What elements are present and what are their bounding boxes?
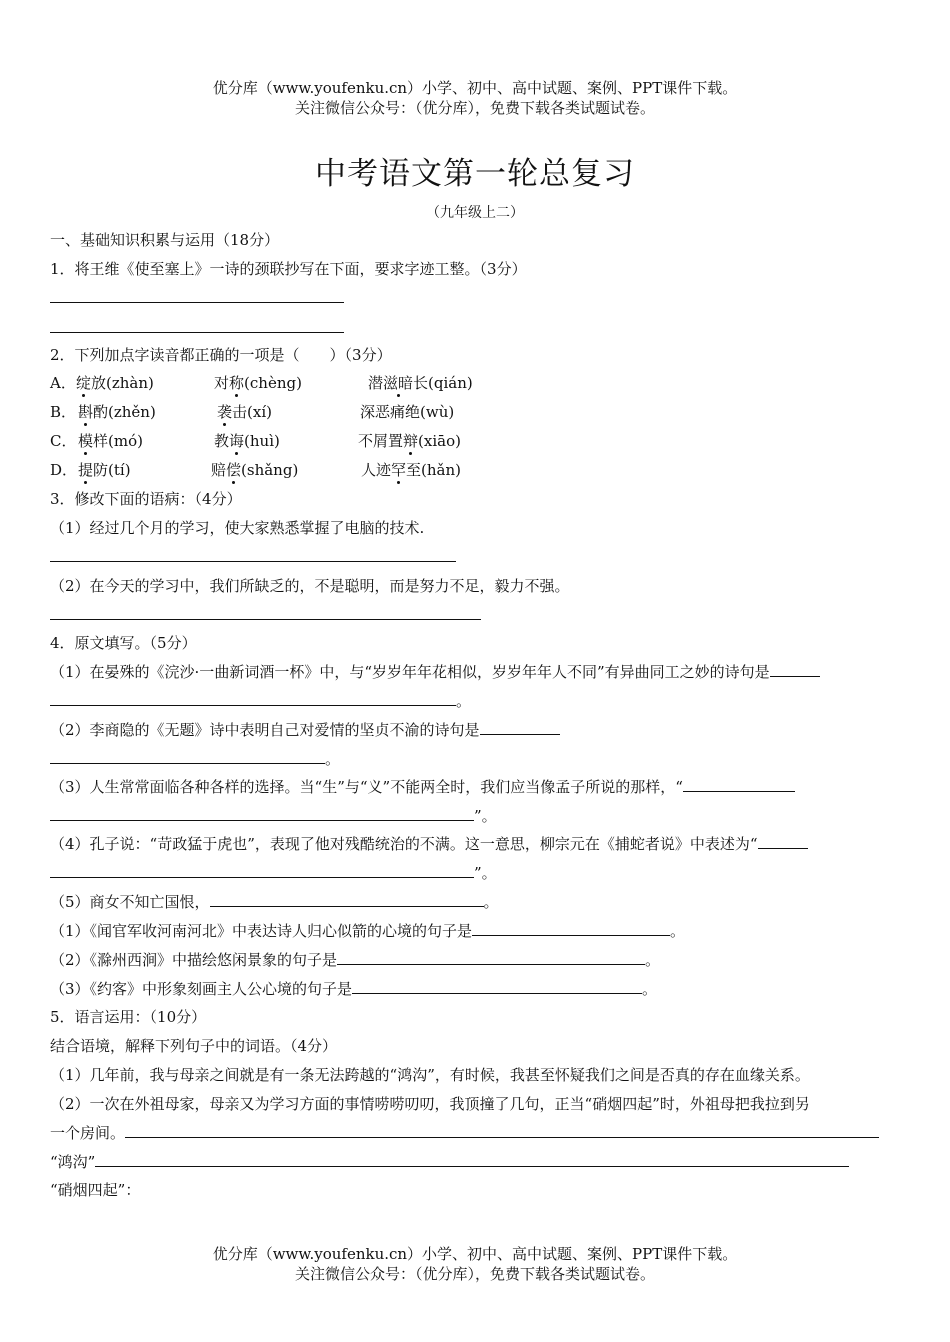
site-footer-line2: 关注微信公众号：（优分库），免费下载各类试题试卷。 <box>294 1265 655 1283</box>
question-4-item-1: （1）在晏殊的《浣沙·一曲新词酒一杯》中，与“岁岁年年花相似，岁岁年年人不同”有异曲同工之妙的诗句是 <box>50 662 820 682</box>
dotted-char: 模 <box>78 432 94 450</box>
option-c-word3: 不屑置辩(xiāo) <box>358 432 461 450</box>
dotted-char: 诲 <box>229 432 245 450</box>
question-5-sentence-2: （2）一次在外祖母家，母亲又为学习方面的事情唠唠叨叨，我顶撞了几句，正当“硝烟四起”时，外祖母把我拉到另 <box>50 1095 810 1113</box>
option-a-word3: 潜滋暗长(qián) <box>368 374 473 392</box>
dotted-char: 提 <box>78 461 94 479</box>
option-b-word1: 斟酌(zhěn) <box>78 403 156 421</box>
site-footer-line1: 优分库（www.youfenku.cn）小学、初中、高中试题、案例、PPT课件下载。 <box>212 1245 738 1263</box>
option-a-word1: 绽放(zhàn) <box>76 374 154 392</box>
fill-blank <box>50 749 325 764</box>
fill-blank <box>50 691 456 706</box>
option-a-word2: 对称(chèng) <box>214 374 302 392</box>
site-header-line2: 关注微信公众号：（优分库），免费下载各类试题试卷。 <box>294 99 655 117</box>
fill-blank <box>770 662 820 677</box>
dotted-char: 偿 <box>226 461 242 479</box>
answer-line <box>50 561 456 562</box>
dotted-char: 潜滋暗长 <box>368 374 429 392</box>
option-d-word2: 赔偿(shǎng) <box>211 461 299 479</box>
dotted-char: 斟 <box>78 403 94 421</box>
fill-blank <box>352 979 642 994</box>
page-title: 中考语文第一轮总复习 <box>315 156 635 192</box>
question-5: 5．语言运用：（10分） <box>50 1008 207 1026</box>
fill-blank <box>95 1152 849 1167</box>
dotted-char: 罕 <box>391 461 407 479</box>
option-b-word3: 深恶痛绝(wù) <box>360 403 455 421</box>
question-5-intro: 结合语境，解释下列句子中的词语。（4分） <box>50 1037 338 1055</box>
question-4-item-4-cont: ”。 <box>50 863 497 883</box>
dotted-char: 称 <box>229 374 245 392</box>
question-2: 2．下列加点字读音都正确的一项是（ ）（3分） <box>50 346 392 364</box>
fill-blank <box>472 921 670 936</box>
fill-blank <box>758 834 808 849</box>
question-5-sentence-2-cont: 一个房间。 <box>50 1123 879 1143</box>
question-4-item-8: （3）《约客》中形象刻画主人公心境的句子是 。 <box>50 980 658 998</box>
dotted-char: 辩 <box>403 432 419 450</box>
question-5-word-1: “鸿沟” <box>50 1152 849 1172</box>
question-4-item-3-cont: ”。 <box>50 806 497 826</box>
question-4-item-7: （2）《滁州西涧》中描绘悠闲景象的句子是 。 <box>50 951 661 969</box>
fill-blank <box>480 720 560 735</box>
question-4-item-1-cont: 。 <box>50 691 471 711</box>
site-header-line1: 优分库（www.youfenku.cn）小学、初中、高中试题、案例、PPT课件下载。 <box>212 79 738 97</box>
question-3-sentence-1: （1）经过几个月的学习，使大家熟悉掌握了电脑的技术. <box>50 519 425 537</box>
fill-blank <box>50 863 474 878</box>
option-d-word3: 人迹罕至(hǎn) <box>361 461 461 479</box>
option-d-word1: 提防(tí) <box>78 461 131 479</box>
option-c-word2: 教诲(huì) <box>214 432 280 450</box>
answer-line <box>50 302 344 303</box>
question-4: 4．原文填写。（5分） <box>50 634 197 652</box>
option-c-label: C． <box>50 432 77 450</box>
question-5-word-2: “硝烟四起”： <box>50 1181 141 1199</box>
question-4-item-6: （1）《闻官军收河南河北》中表达诗人归心似箭的心境的句子是 。 <box>50 922 686 940</box>
question-1: 1．将王维《使至塞上》一诗的颈联抄写在下面，要求字迹工整。（3分） <box>50 260 527 278</box>
page-subtitle: （九年级上二） <box>426 205 524 221</box>
fill-blank <box>337 950 645 965</box>
question-4-item-5: （5）商女不知亡国恨， 。 <box>50 893 499 911</box>
fill-blank <box>50 806 474 821</box>
answer-line <box>50 619 481 620</box>
option-b-label: B． <box>50 403 77 421</box>
answer-line <box>50 332 344 333</box>
fill-blank <box>125 1123 879 1138</box>
dotted-char: 绽 <box>76 374 92 392</box>
fill-blank <box>683 777 795 792</box>
question-3-sentence-2: （2）在今天的学习中，我们所缺乏的，不是聪明，而是努力不足，毅力不强。 <box>50 577 570 595</box>
question-4-item-4: （4）孔子说：“苛政猛于虎也”，表现了他对残酷统治的不满。这一意思，柳宗元在《捕蛇者说》中表述为“ <box>50 834 808 854</box>
question-4-item-2-cont: 。 <box>50 749 340 769</box>
option-b-word2: 袭击(xí) <box>217 403 272 421</box>
section-heading: 一、基础知识积累与运用（18分） <box>50 231 280 249</box>
fill-blank <box>210 892 484 907</box>
question-4-item-3: （3）人生常常面临各种各样的选择。当“生”与“义”不能两全时，我们应当像孟子所说的那样，“ <box>50 777 795 797</box>
question-5-sentence-1: （1）几年前，我与母亲之间就是有一条无法跨越的“鸿沟”，有时候，我甚至怀疑我们之间是否真的存在血缘关系。 <box>50 1066 810 1084</box>
option-a-label: A． <box>50 374 76 392</box>
option-d-label: D． <box>50 461 78 479</box>
question-4-item-2: （2）李商隐的《无题》诗中表明自己对爱情的坚贞不渝的诗句是 <box>50 720 560 740</box>
question-3: 3．修改下面的语病：（4分） <box>50 490 242 508</box>
dotted-char: 袭 <box>217 403 233 421</box>
option-c-word1: 模样(mó) <box>78 432 143 450</box>
